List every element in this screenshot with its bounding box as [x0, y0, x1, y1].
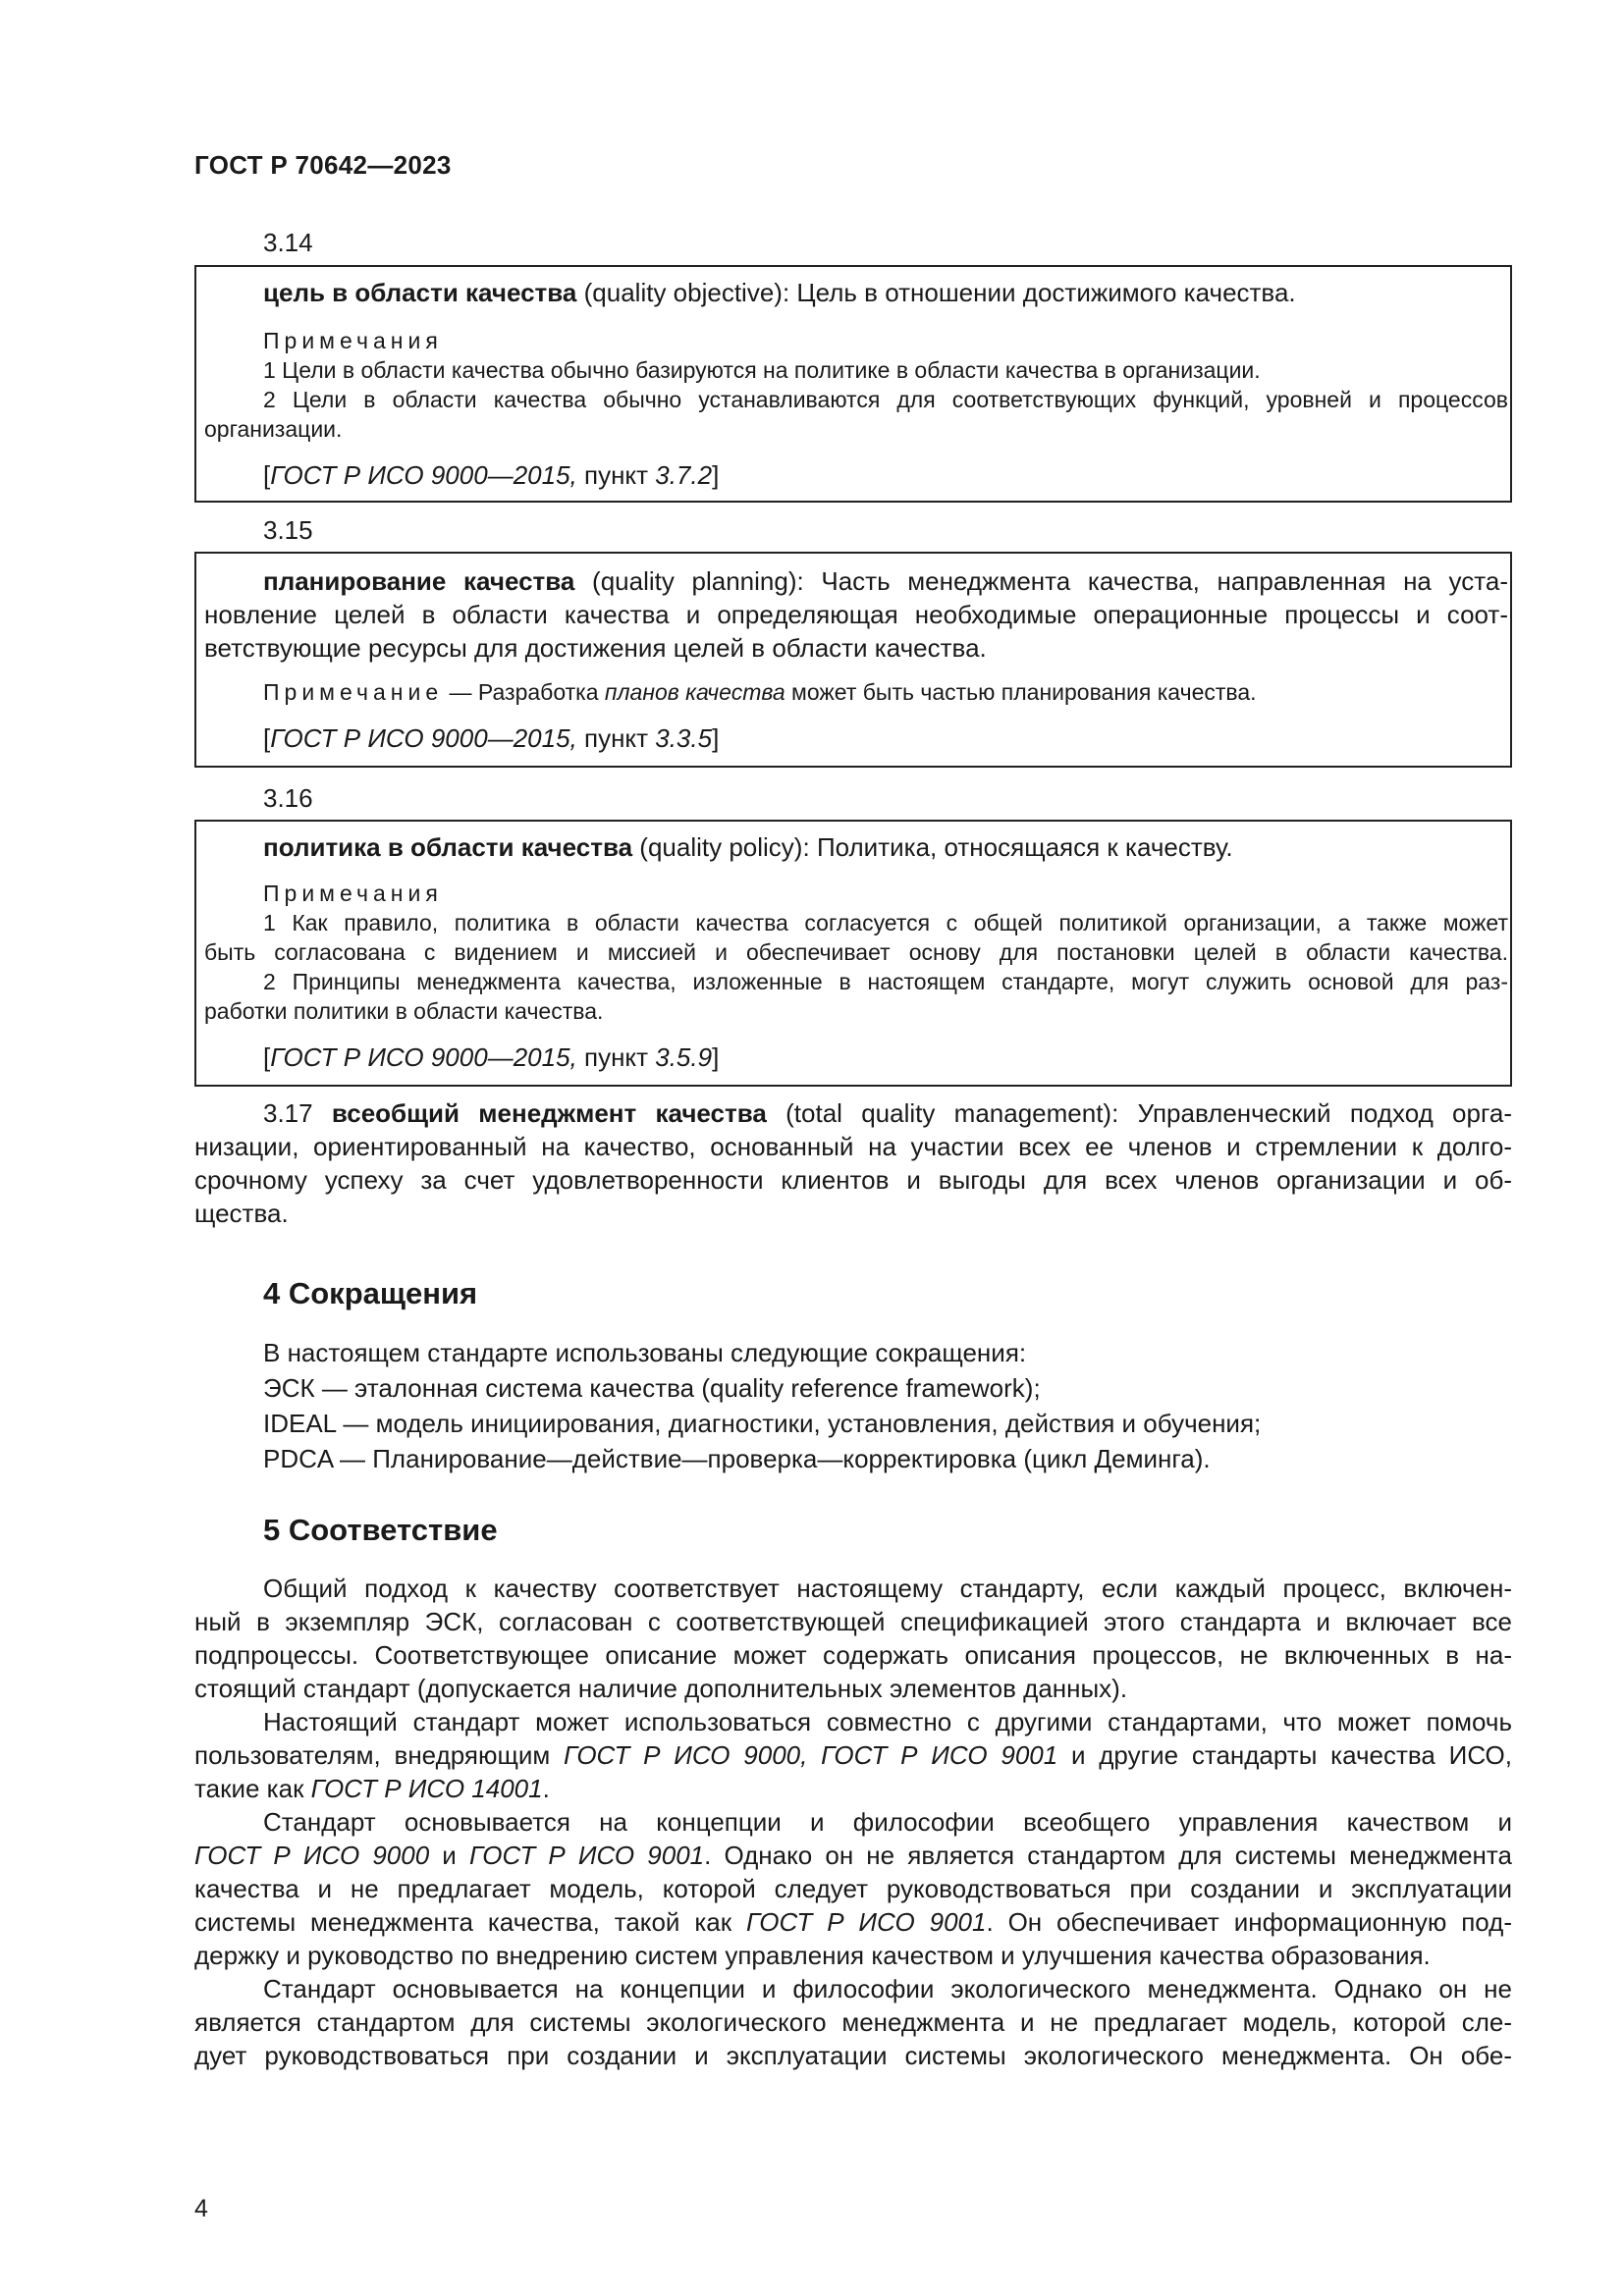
note-1-continued: быть согласована с видением и миссией и обеспечивает основу для постановки целей в области качества. [204, 939, 1508, 965]
term-name: цель в области качества [263, 278, 577, 307]
bracket-open: [ [263, 1042, 271, 1072]
bracket-open: [ [263, 723, 271, 753]
term-number-3-16: 3.16 [263, 783, 313, 813]
term-number-3-17: 3.17 [263, 1098, 313, 1128]
source-clause: 3.5.9 [655, 1042, 713, 1072]
text-span: . Он обеспечивает информационную под- [986, 1907, 1513, 1937]
term-definition: Цель в отношении достижимого качества. [796, 278, 1296, 307]
text-span: . Однако он не является стандартом для системы менеджмента [704, 1841, 1512, 1870]
term-name: планирование качества [263, 566, 575, 596]
document-header: ГОСТ Р 70642—2023 [194, 150, 452, 180]
section-5-p4-line-3: дует руководствоваться при создании и эксплуатации системы экологического менеджмента. Он обе- [194, 2041, 1512, 2070]
term-source [263, 1041, 719, 1073]
section-5-title: 5 Соответствие [263, 1513, 498, 1547]
text-span: такие как [194, 1774, 311, 1803]
section-5-p1-line-1: Общий подход к качеству соответствует настоящему стандарту, если каждый процесс, включен- [263, 1574, 1512, 1603]
term-english: (quality planning): [592, 566, 804, 596]
term-3-17-line-1 [263, 1097, 1512, 1129]
source-document: ГОСТ Р ИСО 9000—2015, [270, 460, 577, 490]
text-span: системы менеджмента качества, такой как [194, 1907, 746, 1937]
source-document: ГОСТ Р ИСО 9000—2015, [270, 723, 577, 753]
term-number-3-15: 3.15 [263, 515, 313, 545]
bracket-close: ] [712, 723, 720, 753]
note-2-continued: работки политики в области качества. [204, 998, 604, 1024]
text-span: и [429, 1841, 469, 1870]
term-english: (quality objective): [583, 278, 790, 307]
section-5-p2-line-1: Настоящий стандарт может использоваться совместно с другими стандартами, что может помочь [263, 1707, 1512, 1736]
term-definition: (total quality management): Управленческий подход орга- [785, 1098, 1512, 1128]
bracket-open: [ [263, 460, 271, 490]
page-number: 4 [194, 2195, 208, 2222]
notes-title: Примечания [263, 881, 443, 906]
note-rest: может быть частью планирования качества. [785, 679, 1257, 705]
term-3-17-line-2: низации, ориентированный на качество, основанный на участии всех ее членов и стремлении к долго- [194, 1132, 1512, 1161]
note-1: 1 Цели в области качества обычно базируются на политике в области качества в организации. [263, 357, 1261, 383]
note-1: 1 Как правило, политика в области качества согласуется с общей политикой организации, а также может [263, 910, 1508, 935]
term-3-15-definition-line-2: новление целей в области качества и определяющая необходимые операционные процессы и соот- [204, 600, 1508, 629]
term-box-3-14 [194, 265, 1512, 503]
section-5-p3-line-2 [194, 1840, 1512, 1871]
source-clause: 3.3.5 [655, 723, 713, 753]
term-number-3-14: 3.14 [263, 228, 313, 257]
section-5-p3-line-3: качества и не предлагает модель, которой следует руководствоваться при создании и эксплуатации [194, 1874, 1512, 1903]
section-5-p4-line-2: является стандартом для системы экологического менеджмента и не предлагает модель, которой сле- [194, 2007, 1512, 2037]
section-5-p1-line-2: ный в экземпляр ЭСК, согласован с соответствующей спецификацией этого стандарта и включает все [194, 1607, 1512, 1636]
source-label: пункт [576, 1042, 656, 1072]
source-label: пункт [576, 723, 656, 753]
term-name: всеобщий менеджмент качества [331, 1098, 767, 1128]
term-box-3-16 [194, 820, 1512, 1087]
term-3-14-definition [263, 277, 1296, 308]
term-box-3-15 [194, 552, 1512, 768]
term-3-15-definition-line-3: ветствующие ресурсы для достижения целей в области качества. [204, 633, 987, 663]
note-2: 2 Цели в области качества обычно устанавливаются для соответствующих функций, уровней и процессов [263, 387, 1508, 412]
text-span: пользователям, внедряющим [194, 1740, 565, 1770]
term-3-17-line-3: срочному успеху за счет удовлетворенности клиентов и выгоды для всех членов организации и об- [194, 1165, 1512, 1195]
note-2: 2 Принципы менеджмента качества, изложенные в настоящем стандарте, могут служить основой для раз- [263, 969, 1508, 994]
section-4-title: 4 Сокращения [263, 1276, 478, 1310]
term-3-17-line-4: щества. [194, 1199, 289, 1228]
note-italic: планов качества [604, 679, 785, 705]
standard-reference: ГОСТ Р ИСО 14001 [310, 1774, 543, 1803]
term-definition: Политика, относящаяся к качеству. [816, 832, 1233, 862]
section-5-p1-line-3: подпроцессы. Соответствующее описание может содержать описания процессов, не включенных в на- [194, 1640, 1512, 1670]
text-span: . [542, 1774, 550, 1803]
term-name: политика в области качества [263, 832, 633, 862]
section-5-p3-line-5: держку и руководство по внедрению систем управления качеством и улучшения качества образования. [194, 1941, 1431, 1970]
note-label: Примечание [263, 679, 444, 705]
abbreviation-ideal: IDEAL — модель инициирования, диагностики, установления, действия и обучения; [263, 1409, 1262, 1438]
note-dash: — Разработка [449, 679, 605, 705]
text-span: и другие стандарты качества ИСО, [1057, 1740, 1512, 1770]
section-4-intro: В настоящем стандарте использованы следующие сокращения: [263, 1338, 1027, 1367]
source-label: пункт [576, 460, 656, 490]
term-3-16-definition [263, 831, 1233, 863]
term-3-15-note [263, 677, 1257, 707]
notes-title: Примечания [263, 328, 443, 353]
term-source [263, 722, 719, 754]
abbreviation-pdca: PDCA — Планирование—действие—проверка—корректировка (цикл Деминга). [263, 1444, 1211, 1473]
standard-reference: ГОСТ Р ИСО 9001 [468, 1841, 705, 1870]
standard-reference: ГОСТ Р ИСО 9000, ГОСТ Р ИСО 9001 [564, 1740, 1058, 1770]
term-source [263, 459, 719, 491]
standard-reference: ГОСТ Р ИСО 9001 [746, 1907, 987, 1937]
section-5-p2-line-3 [194, 1773, 550, 1804]
bracket-close: ] [712, 460, 720, 490]
section-5-p2-line-2 [194, 1739, 1512, 1771]
abbreviation-esk: ЭСК — эталонная система качества (quality reference framework); [263, 1373, 1041, 1403]
section-5-p3-line-1: Стандарт основывается на концепции и философии всеобщего управления качеством и [263, 1807, 1512, 1837]
note-2-continued: организации. [204, 416, 343, 442]
term-definition: Часть менеджмента качества, направленная на уста- [821, 566, 1508, 596]
source-clause: 3.7.2 [655, 460, 713, 490]
standard-reference: ГОСТ Р ИСО 9000 [194, 1841, 430, 1870]
section-5-p4-line-1: Стандарт основывается на концепции и философии экологического менеджмента. Однако он не [263, 1974, 1512, 2003]
term-3-15-definition-line-1 [263, 565, 1508, 597]
bracket-close: ] [712, 1042, 720, 1072]
section-5-p3-line-4 [194, 1906, 1512, 1938]
section-5-p1-line-4: стоящий стандарт (допускается наличие дополнительных элементов данных). [194, 1674, 1128, 1703]
source-document: ГОСТ Р ИСО 9000—2015, [270, 1042, 577, 1072]
term-english: (quality policy): [639, 832, 810, 862]
